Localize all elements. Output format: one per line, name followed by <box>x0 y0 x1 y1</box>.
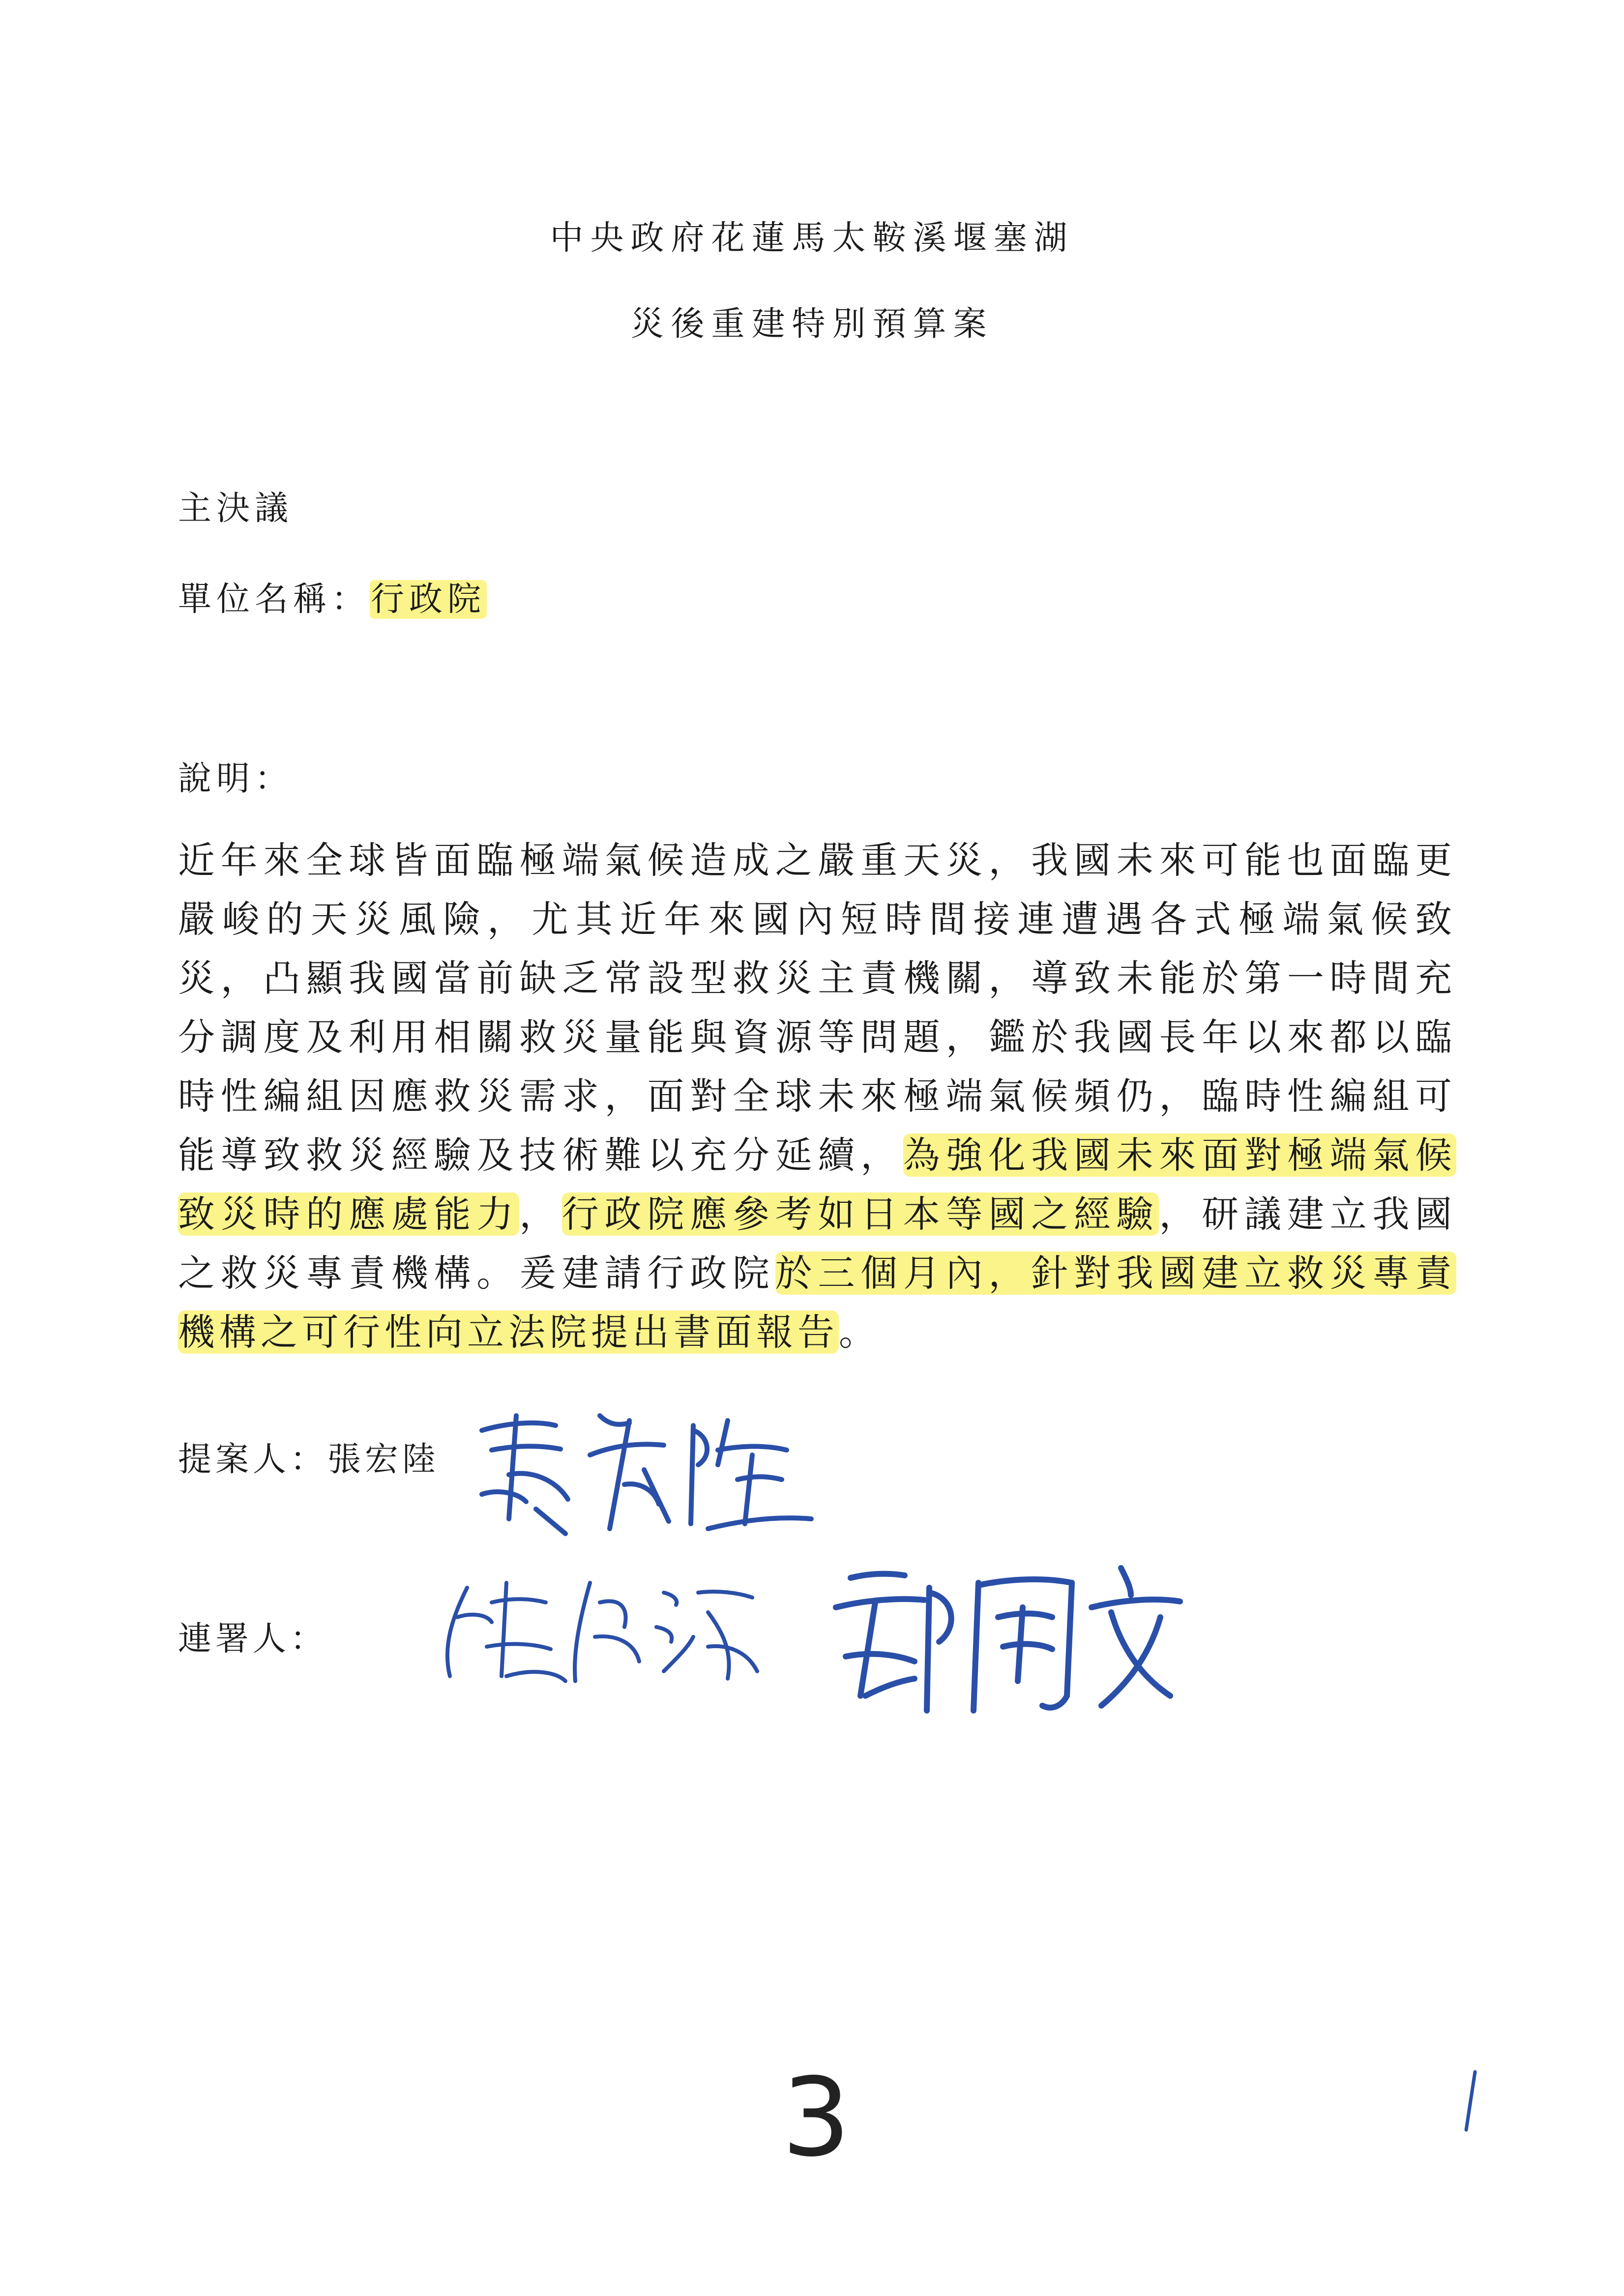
body-text-part-2: ， <box>519 1192 562 1236</box>
explanation-body <box>178 831 1456 1362</box>
title-line-2: 災後重建特別預算案 <box>630 305 994 344</box>
cosigner-signature-2 <box>816 1548 1190 1755</box>
resolution-label: 主決議 <box>178 489 294 528</box>
body-text-part-3: ，研議建立我國之救災專責機構。爰建請行政院 <box>178 1192 1456 1295</box>
body-highlight-3: 於三個月內，針對我國建立救災專責機構之可行性向立法院提出書面報告 <box>178 1251 1456 1354</box>
body-highlight-1: 為強化我國未來面對極端氣候致災時的應處能力 <box>178 1133 1456 1236</box>
body-highlight-2: 行政院應參考如日本等國之經驗 <box>561 1192 1159 1236</box>
title-line-1: 中央政府花蓮馬太鞍溪堰塞湖 <box>550 219 1074 258</box>
proposer-label: 提案人： <box>178 1440 328 1479</box>
unit-label: 單位名稱： <box>178 580 370 619</box>
page-mark <box>1455 2067 1485 2136</box>
body-text-part-1: 近年來全球皆面臨極端氣候造成之嚴重天災，我國未來可能也面臨更嚴峻的天災風險，尤其近年來國內短時間接連遭遇各式極端氣候致災，凸顯我國當前缺乏常設型救災主責機關，導致未能於第一時間充分調度及利用相關救災量能與資源等問題，鑑於我國長年以來都以臨時性編組因應救災需求，面對全球未來極端氣候頻仍，臨時性編組可能導致救災經驗及技術難以充分延續， <box>178 839 1456 1177</box>
body-text-part-4: 。 <box>839 1310 881 1354</box>
proposer-name: 張宏陸 <box>327 1440 440 1479</box>
proposer-signature <box>462 1396 816 1543</box>
unit-row <box>178 573 487 620</box>
cosigner-label: 連署人： <box>178 1620 328 1658</box>
page-number: 3 <box>782 2055 851 2180</box>
proposer-row <box>178 1433 440 1481</box>
unit-name: 行政院 <box>371 580 486 619</box>
explanation-label: 說明： <box>178 759 294 798</box>
cosigner-signature-1 <box>433 1563 767 1691</box>
